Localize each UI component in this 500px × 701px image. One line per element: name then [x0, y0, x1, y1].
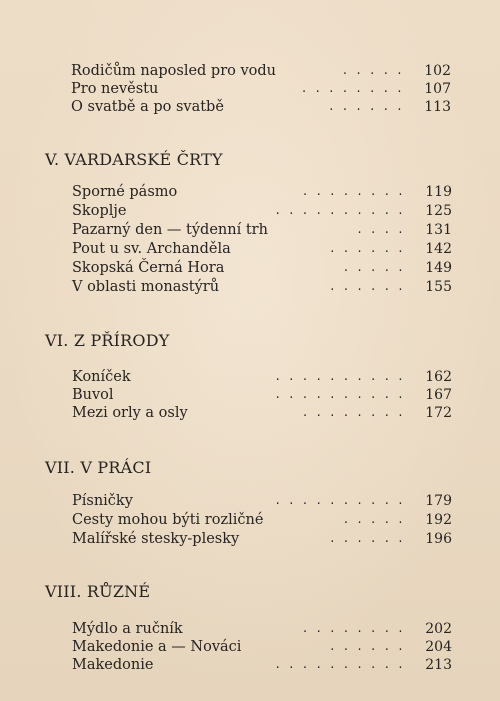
- toc-dot-leader: ........: [302, 184, 412, 199]
- toc-page-number: 162: [425, 369, 452, 385]
- toc-dot-leader: ......: [330, 241, 412, 256]
- toc-page-number: 179: [425, 493, 452, 509]
- toc-entry-title: Skopská Černá Hora: [72, 260, 225, 276]
- toc-entry: [72, 656, 452, 674]
- toc-dot-leader: ......: [330, 531, 412, 546]
- toc-page-number: 213: [425, 657, 452, 673]
- toc-entry-title: Makedonie: [72, 657, 154, 673]
- toc-dot-leader: ....: [357, 222, 412, 237]
- toc-dot-leader: ..........: [275, 369, 412, 384]
- section-heading: VII. V PRÁCI: [45, 458, 152, 477]
- toc-dot-leader: ........: [302, 621, 412, 636]
- toc-entry: [71, 98, 451, 116]
- toc-dot-leader: ..........: [275, 493, 412, 508]
- toc-entry-title: O svatbě a po svatbě: [71, 99, 224, 115]
- toc-page-number: 196: [425, 531, 452, 547]
- toc-dot-leader: ........: [301, 81, 411, 96]
- toc-page-number: 131: [425, 222, 452, 238]
- toc-page-number: 155: [425, 279, 452, 295]
- toc-dot-leader: ........: [302, 405, 412, 420]
- toc-entry-title: Pout u sv. Archanděla: [72, 241, 231, 257]
- toc-dot-leader: .....: [343, 260, 412, 275]
- toc-entry: [72, 530, 452, 548]
- toc-entry: [72, 278, 452, 296]
- section-heading: VI. Z PŘÍRODY: [45, 331, 170, 350]
- section-heading: VIII. RŮZNÉ: [45, 582, 151, 601]
- toc-entry: [72, 240, 452, 258]
- toc-entry: [72, 183, 452, 201]
- toc-entry-title: Rodičům naposled pro vodu: [71, 63, 277, 79]
- toc-dot-leader: .....: [343, 512, 412, 527]
- toc-dot-leader: .....: [342, 63, 411, 78]
- toc-entry: [72, 511, 452, 529]
- toc-entry: [72, 492, 452, 510]
- toc-entry: [72, 404, 452, 422]
- toc-entry-title: Makedonie a — Nováci: [72, 639, 242, 655]
- toc-entry: [72, 202, 452, 220]
- toc-page-number: 125: [425, 203, 452, 219]
- toc-page-number: 172: [425, 405, 452, 421]
- toc-entry: [72, 259, 452, 277]
- toc-dot-leader: ......: [330, 639, 412, 654]
- toc-entry-title: Pro nevěstu: [71, 81, 159, 97]
- toc-page-number: 149: [425, 260, 452, 276]
- toc-dot-leader: ..........: [275, 657, 412, 672]
- toc-page-number: 167: [425, 387, 452, 403]
- toc-entry: [72, 620, 452, 638]
- toc-entry: [72, 386, 452, 404]
- toc-page-number: 202: [425, 621, 452, 637]
- toc-entry-title: Sporné pásmo: [72, 184, 178, 200]
- toc-entry: [71, 80, 451, 98]
- toc-page-number: 204: [425, 639, 452, 655]
- section-heading: V. VARDARSKÉ ČRTY: [45, 150, 223, 169]
- toc-entry-title: V oblasti monastýrů: [72, 279, 220, 295]
- toc-entry-title: Cesty mohou býti rozličné: [72, 512, 264, 528]
- toc-entry-title: Písničky: [72, 493, 133, 509]
- toc-page-number: 192: [425, 512, 452, 528]
- toc-entry: [71, 62, 451, 80]
- toc-entry: [72, 368, 452, 386]
- toc-page-number: 107: [424, 81, 451, 97]
- toc-entry-title: Mezi orly a osly: [72, 405, 188, 421]
- toc-entry-title: Koníček: [72, 369, 131, 385]
- toc-entry-title: Pazarný den — týdenní trh: [72, 222, 268, 238]
- toc-entry-title: Skoplje: [72, 203, 127, 219]
- toc-entry-title: Buvol: [72, 387, 114, 403]
- toc-dot-leader: ..........: [275, 203, 412, 218]
- toc-page-number: 102: [424, 63, 451, 79]
- toc-dot-leader: ......: [329, 99, 411, 114]
- toc-page-number: 142: [425, 241, 452, 257]
- toc-dot-leader: ..........: [275, 387, 412, 402]
- toc-entry: [72, 638, 452, 656]
- toc-page-number: 113: [424, 99, 451, 115]
- toc-entry-title: Malířské stesky-plesky: [72, 531, 240, 547]
- toc-dot-leader: ......: [330, 279, 412, 294]
- toc-entry: [72, 221, 452, 239]
- toc-page-number: 119: [425, 184, 452, 200]
- toc-entry-title: Mýdlo a ručník: [72, 621, 183, 637]
